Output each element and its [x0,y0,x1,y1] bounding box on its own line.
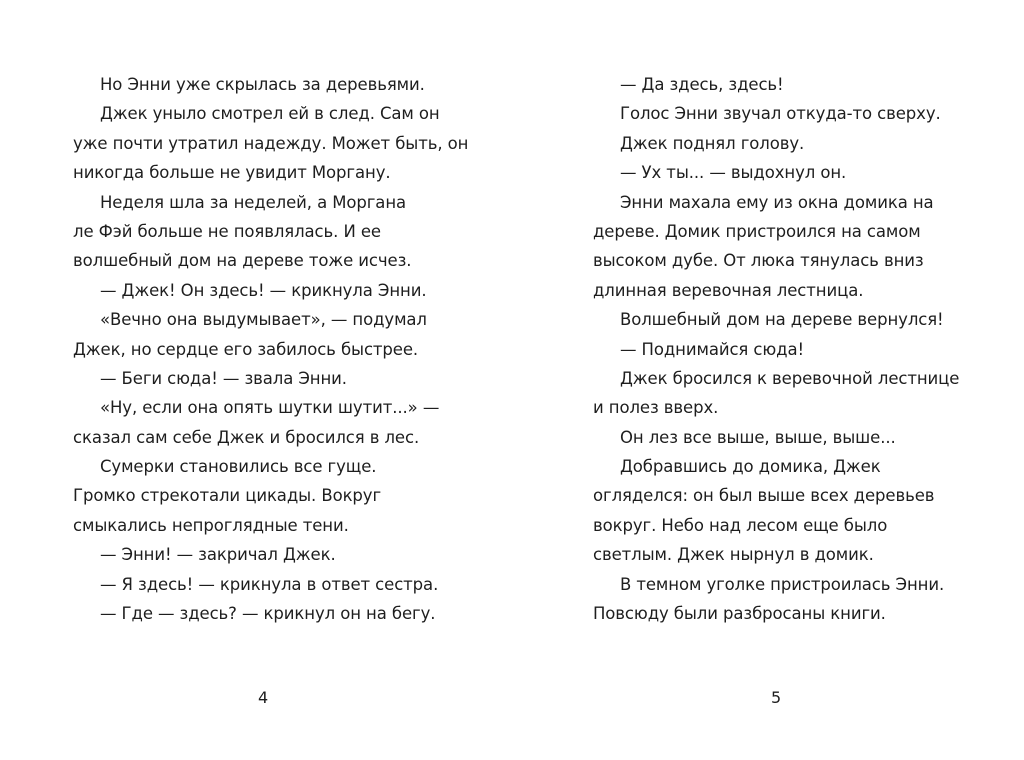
text-line: — Беги сюда! — звала Энни. [100,368,347,388]
page-number-right: 5 [771,688,782,707]
text-line: и полез вверх. [593,398,719,418]
text-line: — Поднимайся сюда! [620,339,804,359]
text-line: волшебный дом на дереве тоже исчез. [73,251,412,271]
text-line: Волшебный дом на дереве вернулся! [620,310,944,330]
text-line: ле Фэй больше не появлялась. И ее [73,221,381,241]
text-line: «Вечно она выдумывает», — подумал [100,310,427,330]
text-line: Голос Энни звучал откуда-то сверху. [620,104,941,124]
text-line: — Энни! — закричал Джек. [100,545,336,565]
text-line: Повсюду были разбросаны книги. [593,604,886,624]
text-line: Громко стрекотали цикады. Вокруг [73,486,382,506]
left-page-text [73,70,473,710]
text-line: уже почти утратил надежду. Может быть, он [73,133,469,153]
right-page-text [593,70,993,710]
text-line: вокруг. Небо над лесом еще было [593,515,888,535]
text-line: высоком дубе. От люка тянулась вниз [593,251,924,271]
text-line: дереве. Домик пристроился на самом [593,221,921,241]
text-line: Энни махала ему из окна домика на [620,192,934,212]
text-line: В темном уголке пристроилась Энни. [620,574,945,594]
text-line: огляделся: он был выше всех деревьев [593,486,935,506]
text-line: Джек, но сердце его забилось быстрее. [73,339,419,359]
text-line: Добравшись до домика, Джек [620,457,881,477]
text-line: — Где — здесь? — крикнул он на бегу. [100,604,436,624]
text-line: «Ну, если она опять шутки шутит...» — [100,398,440,418]
text-line: — Да здесь, здесь! [620,75,784,94]
text-line: длинная веревочная лестница. [593,280,864,300]
text-line: Он лез все выше, выше, выше... [620,427,896,447]
text-line: Сумерки становились все гуще. [100,457,377,477]
text-line: никогда больше не увидит Моргану. [73,163,391,183]
page-number-left: 4 [258,688,269,707]
text-line: Джек уныло смотрел ей в след. Сам он [100,104,440,124]
text-line: Неделя шла за неделей, а Моргана [100,192,407,212]
text-line: светлым. Джек нырнул в домик. [593,545,874,565]
text-line: сказал сам себе Джек и бросился в лес. [73,427,420,447]
text-line: Джек поднял голову. [620,133,805,153]
text-line: Джек бросился к веревочной лестнице [620,368,960,388]
text-line: смыкались непроглядные тени. [73,515,349,535]
text-line: — Джек! Он здесь! — крикнула Энни. [100,280,427,300]
text-line: Но Энни уже скрылась за деревьями. [100,75,425,94]
text-line: — Я здесь! — крикнула в ответ сестра. [100,574,439,594]
text-line: — Ух ты... — выдохнул он. [620,163,847,183]
